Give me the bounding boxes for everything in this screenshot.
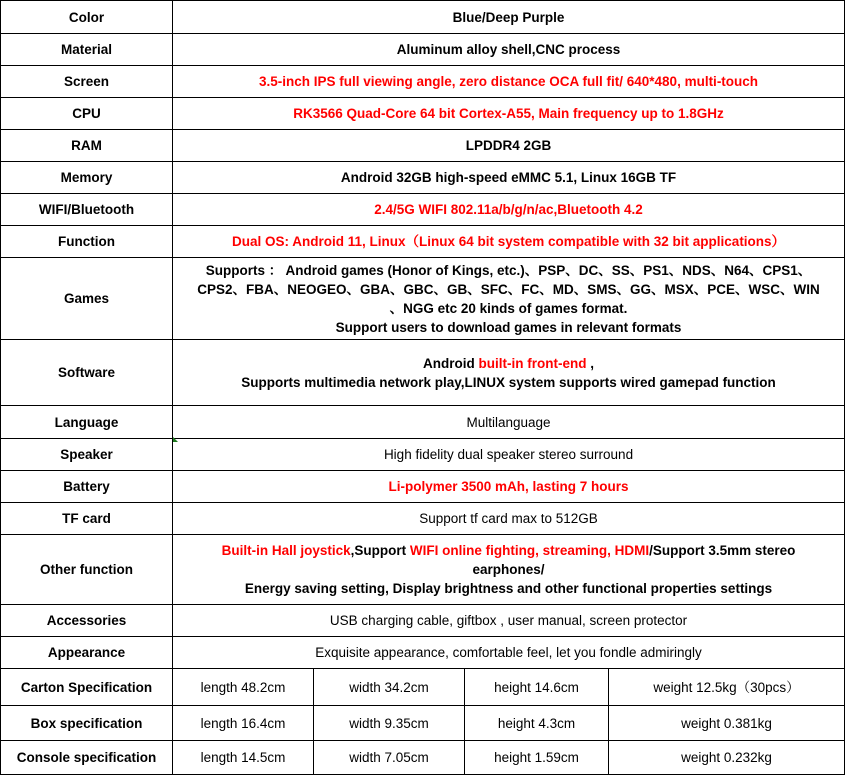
value-appearance: Exquisite appearance, comfortable feel, let you fondle admiringly xyxy=(173,637,845,669)
carton-weight: weight 12.5kg（30pcs） xyxy=(609,669,845,706)
other-black-1: ,Support xyxy=(350,543,410,558)
row-function xyxy=(1,226,845,258)
cell-corner-marker-icon xyxy=(173,437,178,442)
value-games xyxy=(173,258,845,340)
games-line-2: CPS2、FBA、NEOGEO、GBA、GBC、GB、SFC、FC、MD、SMS、GG、MSX、PCE、WSC、WIN xyxy=(197,281,820,297)
console-height: height 1.59cm xyxy=(465,741,609,775)
label-games: Games xyxy=(1,258,173,340)
carton-length: length 48.2cm xyxy=(173,669,314,706)
label-battery: Battery xyxy=(1,471,173,503)
label-wifi: WIFI/Bluetooth xyxy=(1,194,173,226)
software-pre: Android xyxy=(423,355,479,371)
row-tfcard xyxy=(1,503,845,535)
row-games xyxy=(1,258,845,340)
row-battery xyxy=(1,471,845,503)
label-software: Software xyxy=(1,340,173,406)
box-width: width 9.35cm xyxy=(314,706,465,741)
other-line-2: earphones/ xyxy=(472,562,545,577)
value-speaker: High fidelity dual speaker stereo surround xyxy=(173,439,845,471)
label-other-function: Other function xyxy=(1,535,173,605)
row-material xyxy=(1,34,845,66)
label-ram: RAM xyxy=(1,130,173,162)
value-battery: Li-polymer 3500 mAh, lasting 7 hours xyxy=(173,471,845,503)
software-red: built-in front-end xyxy=(478,355,587,371)
value-wifi: 2.4/5G WIFI 802.11a/b/g/n/ac,Bluetooth 4.2 xyxy=(173,194,845,226)
other-red-2: WIFI online fighting, streaming, HDMI xyxy=(409,543,650,558)
row-wifi xyxy=(1,194,845,226)
row-ram xyxy=(1,130,845,162)
games-line-1: Supports ： Android games (Honor of Kings, etc.)、PSP、DC、SS、PS1、NDS、N64、CPS1、 xyxy=(205,262,812,278)
label-accessories: Accessories xyxy=(1,605,173,637)
other-line-3: Energy saving setting, Display brightness and other functional properties settings xyxy=(244,581,773,596)
label-function: Function xyxy=(1,226,173,258)
label-language: Language xyxy=(1,406,173,439)
value-cpu: RK3566 Quad-Core 64 bit Cortex-A55, Main frequency up to 1.8GHz xyxy=(173,98,845,130)
other-line-1 xyxy=(177,541,840,560)
value-material: Aluminum alloy shell,CNC process xyxy=(173,34,845,66)
box-weight: weight 0.381kg xyxy=(609,706,845,741)
label-cpu: CPU xyxy=(1,98,173,130)
row-box xyxy=(1,706,845,741)
row-speaker xyxy=(1,439,845,471)
games-line-3: 、NGG etc 20 kinds of games format. xyxy=(389,300,628,316)
label-speaker: Speaker xyxy=(1,439,173,471)
row-other-function xyxy=(1,535,845,605)
value-memory: Android 32GB high-speed eMMC 5.1, Linux 16GB TF xyxy=(173,162,845,194)
box-height: height 4.3cm xyxy=(465,706,609,741)
box-length: length 16.4cm xyxy=(173,706,314,741)
value-software xyxy=(173,340,845,406)
carton-height: height 14.6cm xyxy=(465,669,609,706)
value-tfcard: Support tf card max to 512GB xyxy=(173,503,845,535)
row-accessories xyxy=(1,605,845,637)
label-appearance: Appearance xyxy=(1,637,173,669)
value-ram: LPDDR4 2GB xyxy=(173,130,845,162)
console-weight: weight 0.232kg xyxy=(609,741,845,775)
label-carton: Carton Specification xyxy=(1,669,173,706)
label-memory: Memory xyxy=(1,162,173,194)
row-software xyxy=(1,340,845,406)
row-memory xyxy=(1,162,845,194)
row-color xyxy=(1,1,845,34)
console-length: length 14.5cm xyxy=(173,741,314,775)
software-line-1 xyxy=(177,354,840,373)
label-box: Box specification xyxy=(1,706,173,741)
value-accessories: USB charging cable, giftbox , user manual, screen protector xyxy=(173,605,845,637)
value-screen: 3.5-inch IPS full viewing angle, zero distance OCA full fit/ 640*480, multi-touch xyxy=(173,66,845,98)
value-other-function xyxy=(173,535,845,605)
value-color: Blue/Deep Purple xyxy=(173,1,845,34)
label-material: Material xyxy=(1,34,173,66)
software-line-2: Supports multimedia network play,LINUX system supports wired gamepad function xyxy=(241,374,776,390)
label-screen: Screen xyxy=(1,66,173,98)
other-black-2: /Support 3.5mm stereo xyxy=(649,543,796,558)
label-console: Console specification xyxy=(1,741,173,775)
row-carton xyxy=(1,669,845,706)
row-console xyxy=(1,741,845,775)
label-color: Color xyxy=(1,1,173,34)
software-post: , xyxy=(586,355,594,371)
value-function: Dual OS: Android 11, Linux（Linux 64 bit system compatible with 32 bit applications） xyxy=(173,226,845,258)
row-cpu xyxy=(1,98,845,130)
other-red-1: Built-in Hall joystick xyxy=(221,543,351,558)
value-language: Multilanguage xyxy=(173,406,845,439)
row-appearance xyxy=(1,637,845,669)
games-line-4: Support users to download games in relevant formats xyxy=(335,319,682,335)
carton-width: width 34.2cm xyxy=(314,669,465,706)
label-tfcard: TF card xyxy=(1,503,173,535)
row-language xyxy=(1,406,845,439)
row-screen xyxy=(1,66,845,98)
console-width: width 7.05cm xyxy=(314,741,465,775)
